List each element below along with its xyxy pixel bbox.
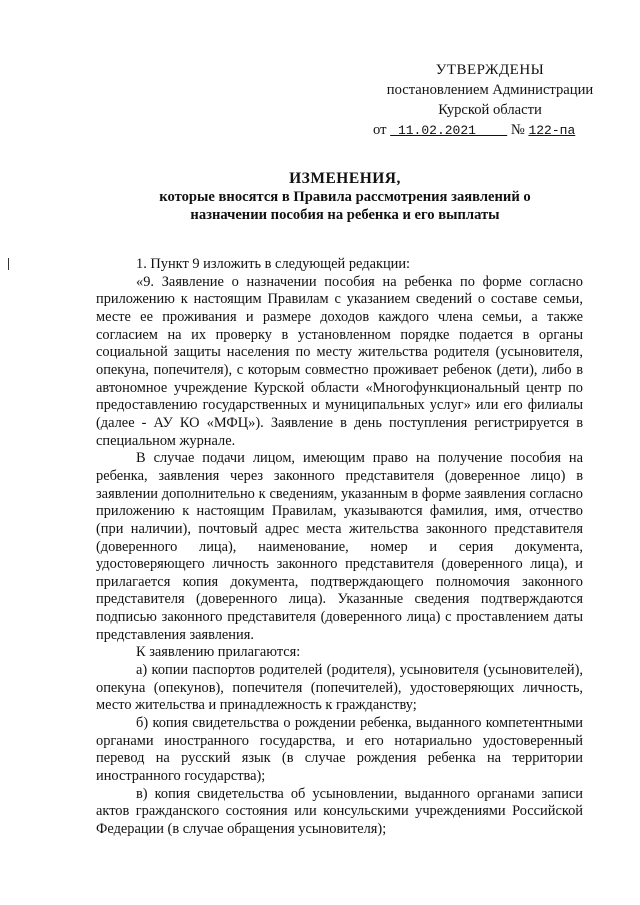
date-prefix: от [373, 122, 387, 138]
paragraph: В случае подачи лицом, имеющим право на получение пособия на ребенка, заявления через законного представителя (доверенное лицо) в заявлении дополнительно к сведениям, указанным в форме заявления согласно приложению к настоящим Правилам, указываются фамилия, имя, отчество (при наличии), почтовый адрес места жительства законного представителя (доверенного лица), наименование, номер и серия документа, удостоверяющего личность законного представителя (доверенного лица), и прилагается копия документа, подтверждающего полномочия законного представителя (доверенного лица). Указанные сведения подтверждаются подписью законного представителя (доверенного лица) с проставлением даты представления заявления. [96, 450, 583, 643]
paragraph: К заявлению прилагаются: [136, 644, 301, 661]
decree-number: 122-па [528, 123, 576, 138]
approval-line-2: Курской области [438, 102, 542, 118]
heading-title: ИЗМЕНЕНИЯ, [289, 170, 401, 187]
approval-block [373, 60, 595, 141]
approval-line-1: постановлением Администрации [386, 82, 594, 98]
paragraph: б) копия свидетельства о рождении ребенка, выданного компетентными органами иностранного государства, и его нотариально удостоверенный перевод на русский язык (в случае рождения ребенка на территории иностранного государства); [96, 715, 583, 785]
approval-date-line [373, 120, 603, 141]
heading-subtitle-2: назначении пособия на ребенка и его выплаты [190, 207, 500, 223]
approval-title: УТВЕРЖДЕНЫ [435, 62, 545, 78]
document-heading [120, 170, 570, 224]
margin-mark [8, 258, 9, 270]
document-body [96, 256, 583, 839]
paragraph: а) копии паспортов родителей (родителя), усыновителя (усыновителей), опекуна (опекунов), попечителя (попечителей), удостоверяющих личность, место жительства и принадлежность к гражданству; [96, 662, 583, 714]
paragraph: в) копия свидетельства об усыновлении, выданного органами записи актов гражданского состояния или консульскими учреждениями Российской Федерации (в случае обращения усыновителя); [96, 785, 583, 837]
paragraph: «9. Заявление о назначении пособия на ребенка по форме согласно приложению к настоящим Правилам с указанием сведений о составе семьи, месте ее проживания и размере доходов каждого члена семьи, а также согласием на их проверку в установленном порядке подается в органы социальной защиты населения по месту жительства родителя (усыновителя, опекуна, попечителя), с которым совместно проживает ребенок (дети), либо в автономное учреждение Курской области «Многофункциональный центр по предоставлению государственных и муниципальных услуг» или его филиалы (далее - АУ КО «МФЦ»). Заявление в день поступления регистрируется в специальном журнале. [96, 273, 583, 449]
number-prefix: № [510, 122, 525, 138]
decree-date: 11.02.2021 [397, 123, 476, 138]
heading-subtitle-1: которые вносятся в Правила рассмотрения заявлений о [159, 189, 531, 205]
paragraph: 1. Пункт 9 изложить в следующей редакции: [136, 256, 411, 272]
